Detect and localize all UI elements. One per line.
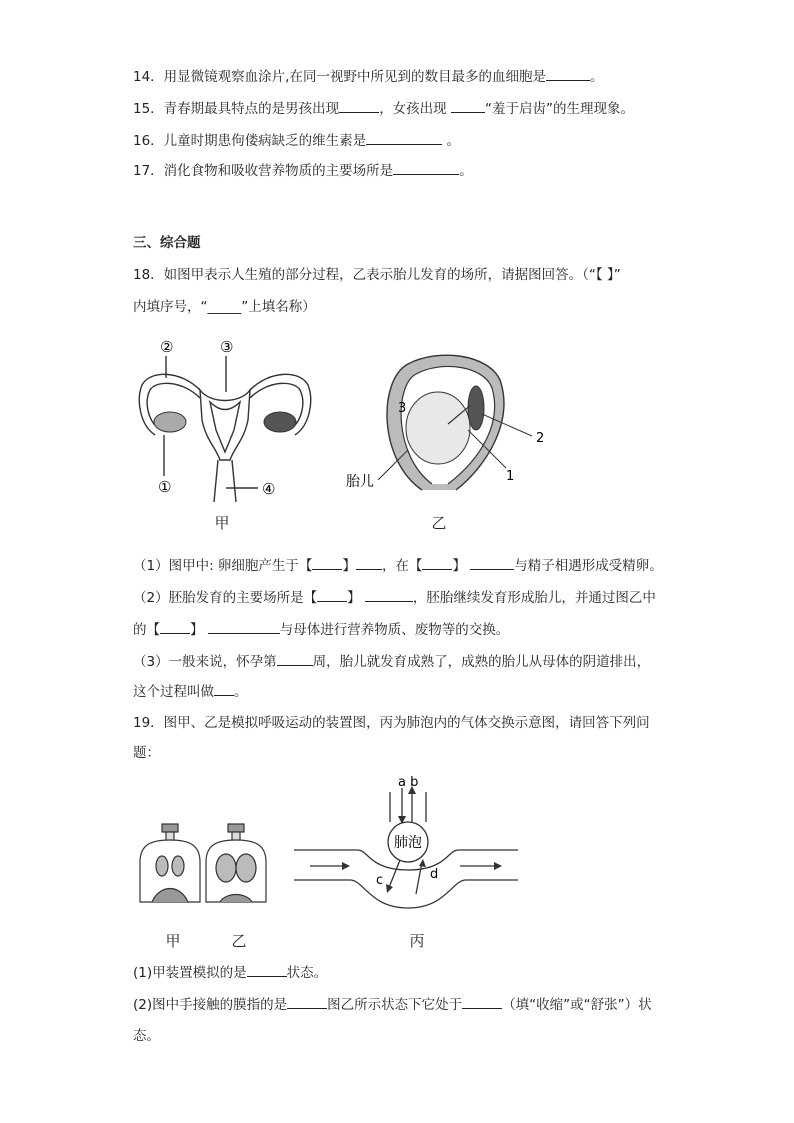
question-14 [133,66,603,87]
answer-blank[interactable] [214,681,234,696]
label-3: 3 [398,401,407,416]
question-19-sub1 [133,962,327,983]
label-2: ② [160,338,174,356]
answer-blank[interactable] [393,160,459,175]
question-19-sub2b [133,1026,160,1046]
section-title: 三、综合题 [133,235,201,251]
sub3b-part-b: 。 [234,684,248,700]
figure-caption-jia: 甲 [214,514,230,532]
sub1-part-d: 】 [452,558,466,574]
figure-caption-yi: 乙 [231,932,247,950]
figure-caption-bing: 丙 [409,932,425,950]
answer-blank[interactable] [208,619,280,634]
answer-blank[interactable] [160,619,190,634]
question-18-sub2b [133,619,509,640]
answer-blank[interactable] [462,994,502,1009]
question-17-text: 17．消化食物和吸收营养物质的主要场所是 [133,163,394,179]
question-18-sub1 [133,555,663,576]
question-19-line2: 题： [133,745,160,761]
question-16-text: 16．儿童时期患佝偻病缺乏的维生素是 [133,133,367,149]
answer-blank[interactable] [287,994,327,1009]
question-18-sub3b [133,681,248,702]
sub2-part-c: ，胚胎继续发育形成胎儿，并通过图乙中 [412,590,656,606]
fetus-label: 胎儿 [346,474,374,490]
question-18-line2: 内填序号，“_____”上填名称） [133,299,316,315]
sub1-part-c: ，在【 [381,558,423,574]
answer-blank[interactable] [312,555,342,570]
sub2-part-b: 】 [347,590,361,606]
question-18-line1: 18．如图甲表示人生殖的部分过程，乙表示胎儿发育的场所，请据图回答。（“【 】” [133,267,621,283]
sub3-part-b: 周，胎儿就发育成熟了，成熟的胎儿从母体的阴道排出， [312,654,651,670]
sub2-part-c: （填“收缩”或“舒张”）状 [502,997,652,1013]
label-1: ① [158,478,172,496]
figure-caption-yi: 乙 [431,514,447,532]
question-15-end: “羞于启齿”的生理现象。 [484,101,634,117]
answer-blank[interactable] [317,587,347,602]
ovary-right [264,412,296,432]
label-1: 1 [506,469,515,484]
question-14-text: 14．用显微镜观察血涂片,在同一视野中所见到的数目最多的血细胞是 [133,69,546,85]
question-18-sub3 [133,651,650,672]
ovary-left [154,412,186,432]
breathing-model-figure [132,822,272,914]
label-2: 2 [536,431,545,446]
answer-blank[interactable] [366,130,442,145]
answer-blank[interactable] [451,98,485,113]
sub2b-part-b: 】 [190,622,204,638]
answer-blank[interactable] [365,587,413,602]
answer-blank[interactable] [546,66,590,81]
sub1-part-a: （1）图甲中: 卵细胞产生于【 [133,558,313,574]
answer-blank[interactable] [277,651,313,666]
answer-blank[interactable] [339,98,379,113]
placenta [468,386,484,430]
question-17-end: 。 [459,163,473,179]
sub2-part-b: 图乙所示状态下它处于 [327,997,463,1013]
sub1-part-b: 状态。 [286,965,328,981]
question-19-sub2 [133,994,652,1015]
sub3b-part-a: 这个过程叫做 [133,684,214,700]
question-18-sub2 [133,587,656,608]
sub2-part-a: (2)图中手接触的膜指的是 [133,997,288,1013]
label-c: c [376,873,384,888]
answer-blank[interactable] [356,555,382,570]
label-4: ④ [262,480,276,498]
sub2b-part-c: 与母体进行营养物质、废物等的交换。 [279,622,510,638]
alveolus-exchange-figure [290,774,522,922]
label-ab: a b [398,775,419,790]
question-16 [133,130,460,151]
label-3: ③ [220,338,234,356]
alveolus-label: 肺泡 [394,835,422,851]
question-14-end: 。 [589,69,604,85]
label-d: d [430,867,439,882]
question-19-line1: 19．图甲、乙是模拟呼吸运动的装置图，丙为肺泡内的气体交换示意图，请回答下列问 [133,715,650,731]
question-15 [133,98,634,119]
figure-caption-jia: 甲 [165,932,181,950]
uterus-fetus-figure [338,350,558,500]
answer-blank[interactable] [247,962,287,977]
sub2-part-a: （2）胚胎发育的主要场所是【 [133,590,318,606]
question-15-text: 15．青春期最具特点的是男孩出现 [133,101,340,117]
sub2b-part-a: 的【 [133,622,160,638]
sub1-part-a: (1)甲装置模拟的是 [133,965,247,981]
answer-blank[interactable] [422,555,452,570]
sub1-part-e: 与精子相遇形成受精卵。 [514,558,663,574]
sub3-part-a: （3）一般来说，怀孕第 [133,654,277,670]
question-15-mid: ，女孩出现 [379,101,447,117]
sub2b-part-a: 态。 [133,1028,160,1044]
question-17 [133,160,473,181]
sub1-part-b: 】 [342,558,356,574]
fetus [406,392,470,464]
reproductive-system-figure [130,330,320,510]
question-16-end: 。 [446,133,460,149]
answer-blank[interactable] [470,555,514,570]
